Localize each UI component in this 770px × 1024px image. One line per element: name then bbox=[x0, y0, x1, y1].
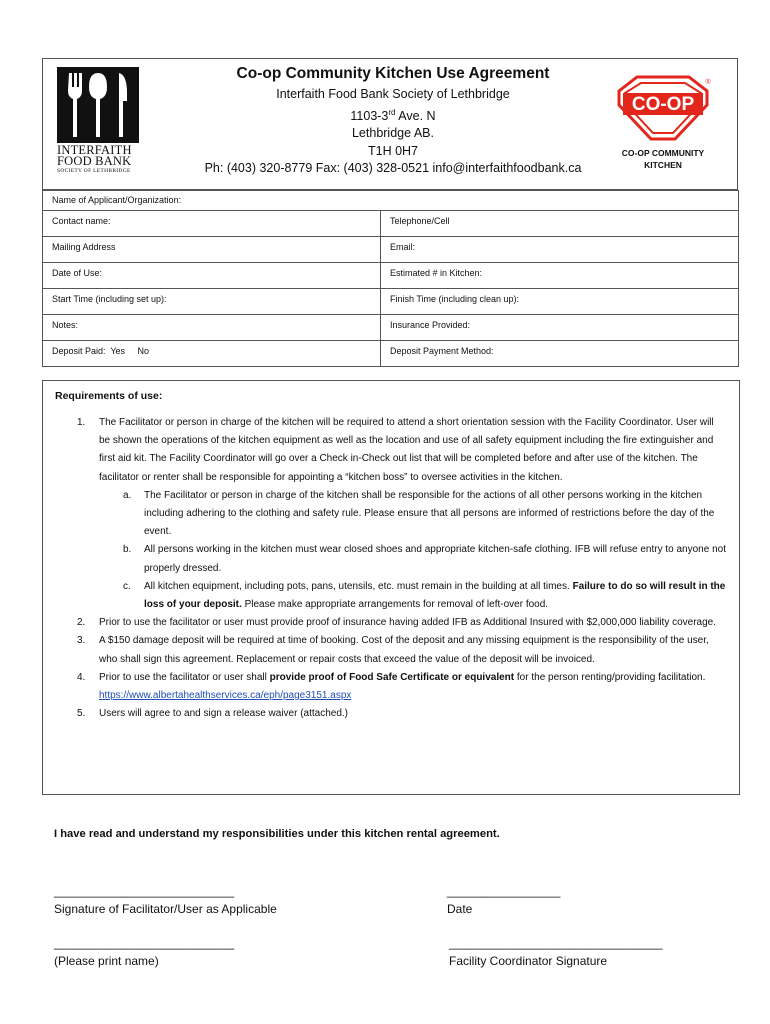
signature-block-date bbox=[447, 882, 560, 918]
requirement-4 bbox=[55, 669, 727, 705]
fork-spoon-knife-icon bbox=[57, 67, 139, 143]
sub-text: The Facilitator or person in charge of the kitchen shall be responsible for the actions of all other persons working in the kitchen including adhering to the clothing and safety rule. Please ensure that all persons are informed of restrictions before the day of the event. bbox=[144, 489, 715, 538]
postal-code: T1H 0H7 bbox=[367, 143, 419, 158]
requirements-box bbox=[42, 380, 740, 795]
telephone-field[interactable]: Telephone/Cell bbox=[381, 211, 739, 237]
requirement-text: Prior to use the facilitator or user shall bbox=[99, 671, 270, 683]
ifb-wordmark bbox=[57, 145, 139, 175]
signature-block-print bbox=[54, 934, 234, 970]
food-safe-link[interactable]: https://www.albertahealthservices.ca/eph/page3151.aspx bbox=[99, 690, 352, 702]
header-center bbox=[193, 65, 593, 178]
address-street: Ave. N bbox=[395, 108, 436, 123]
registered-mark: ® bbox=[705, 79, 711, 86]
requirement-1 bbox=[55, 414, 727, 614]
requirement-number: 3. bbox=[77, 635, 86, 647]
address-suffix: rd bbox=[388, 107, 396, 117]
notes-field[interactable]: Notes: bbox=[43, 315, 381, 341]
requirement-number: 5. bbox=[77, 708, 86, 720]
contact-name-field[interactable]: Contact name: bbox=[43, 211, 381, 237]
coop-logo bbox=[613, 75, 713, 147]
ifb-line3: SOCIETY OF LETHBRIDGE bbox=[57, 168, 131, 174]
coordinator-signature-label: Facility Coordinator Signature bbox=[449, 954, 608, 968]
date-of-use-field[interactable]: Date of Use: bbox=[43, 263, 381, 289]
contact-line: Ph: (403) 320-8779 Fax: (403) 328-0521 info@interfaithfoodbank.ca bbox=[204, 161, 582, 176]
sub-text-end: Please make appropriate arrangements for removal of left-over food. bbox=[241, 599, 549, 611]
page-title: Co-op Community Kitchen Use Agreement bbox=[236, 65, 550, 82]
coop-caption bbox=[603, 147, 723, 171]
requirement-number: 2. bbox=[77, 617, 86, 629]
deposit-method-field[interactable]: Deposit Payment Method: bbox=[381, 341, 739, 367]
requirement-text-end: for the person renting/providing facilitation. bbox=[514, 671, 706, 683]
requirements-heading: Requirements of use: bbox=[55, 390, 163, 402]
requirement-text-bold: provide proof of Food Safe Certificate or equivalent bbox=[269, 671, 515, 683]
sub-text-bold: Failure to do so will result in the loss of your deposit. bbox=[144, 580, 726, 611]
sub-text: All kitchen equipment, including pots, pans, utensils, etc. must remain in the building at all times. bbox=[144, 580, 573, 592]
requirement-2 bbox=[55, 614, 727, 632]
coop-caption-line1: CO-OP COMMUNITY bbox=[621, 148, 705, 158]
date-label: Date bbox=[447, 902, 473, 916]
requirement-1b bbox=[99, 541, 727, 577]
requirement-5 bbox=[55, 705, 727, 723]
acknowledgement-statement: I have read and understand my responsibilities under this kitchen rental agreement. bbox=[54, 828, 500, 840]
sub-text: All persons working in the kitchen must wear closed shoes and appropriate kitchen-safe clothing. IFB will refuse entry to anyone not properly dressed. bbox=[144, 544, 726, 574]
signature-line-user[interactable]: ___________________________ bbox=[54, 884, 235, 898]
header-box bbox=[42, 58, 738, 190]
estimated-count-field[interactable]: Estimated # in Kitchen: bbox=[381, 263, 739, 289]
ifb-line1: INTERFAITH bbox=[57, 143, 132, 157]
requirement-1-sublist bbox=[99, 487, 727, 614]
date-line[interactable]: _________________ bbox=[447, 884, 561, 898]
requirements-list bbox=[55, 414, 727, 723]
email-field[interactable]: Email: bbox=[381, 237, 739, 263]
print-name-label: (Please print name) bbox=[54, 954, 159, 968]
coordinator-signature-line[interactable]: ________________________________ bbox=[449, 936, 663, 950]
signature-label-user: Signature of Facilitator/User as Applicable bbox=[54, 902, 277, 916]
requirement-text: A $150 damage deposit will be required at time of booking. Cost of the deposit and any missing equipment is the responsibility of the user, who shall sign this agreement. Replacement or repair costs that exceed the value of the deposit will be invoiced. bbox=[99, 635, 709, 665]
ifb-line2: FOOD BANK bbox=[57, 154, 132, 168]
requirement-number: 1. bbox=[77, 417, 86, 428]
sub-letter: b. bbox=[123, 544, 132, 556]
signature-block-user bbox=[54, 882, 277, 918]
sub-letter: c. bbox=[123, 580, 131, 592]
requirement-text: Prior to use the facilitator or user must provide proof of insurance having added IFB as Additional Insured with $2,000,000 liability coverage. bbox=[99, 617, 717, 629]
requirement-3 bbox=[55, 632, 727, 668]
mailing-address-field[interactable]: Mailing Address bbox=[43, 237, 381, 263]
street-address bbox=[193, 104, 593, 126]
insurance-field[interactable]: Insurance Provided: bbox=[381, 315, 739, 341]
interfaith-food-bank-logo bbox=[57, 67, 139, 179]
requirement-1c bbox=[99, 578, 727, 614]
coop-logo-text: CO-OP bbox=[631, 94, 695, 115]
deposit-paid-field[interactable]: Deposit Paid: Yes No bbox=[43, 341, 381, 367]
coop-caption-line2: KITCHEN bbox=[644, 160, 682, 170]
sub-letter: a. bbox=[123, 489, 132, 501]
start-time-field[interactable]: Start Time (including set up): bbox=[43, 289, 381, 315]
applicant-field[interactable]: Name of Applicant/Organization: bbox=[43, 191, 739, 211]
print-name-line[interactable]: ___________________________ bbox=[54, 936, 235, 950]
requirement-text: Users will agree to and sign a release waiver (attached.) bbox=[99, 708, 349, 720]
finish-time-field[interactable]: Finish Time (including clean up): bbox=[381, 289, 739, 315]
requirement-1a bbox=[99, 487, 727, 542]
org-name: Interfaith Food Bank Society of Lethbridge bbox=[276, 87, 510, 101]
signature-block-coordinator bbox=[449, 934, 663, 970]
city: Lethbridge AB. bbox=[351, 126, 434, 141]
requirement-text: The Facilitator or person in charge of the kitchen will be required to attend a short orientation session with the Facility Coordinator. User will be shown the operations of the kitchen equipment as well as the location and use of all safety equipment including the fire extinguisher and first aid kit. The Facility Coordinator will go over a Check in-Check out list that will be completed before and after use of the kitchen. The facilitator or renter shall be responsible for appointing a “kitchen boss” to oversee activities in the kitchen. bbox=[99, 417, 714, 483]
address-number: 1103-3 bbox=[350, 108, 389, 123]
requirement-number: 4. bbox=[77, 671, 86, 683]
applicant-info-table bbox=[42, 190, 739, 367]
